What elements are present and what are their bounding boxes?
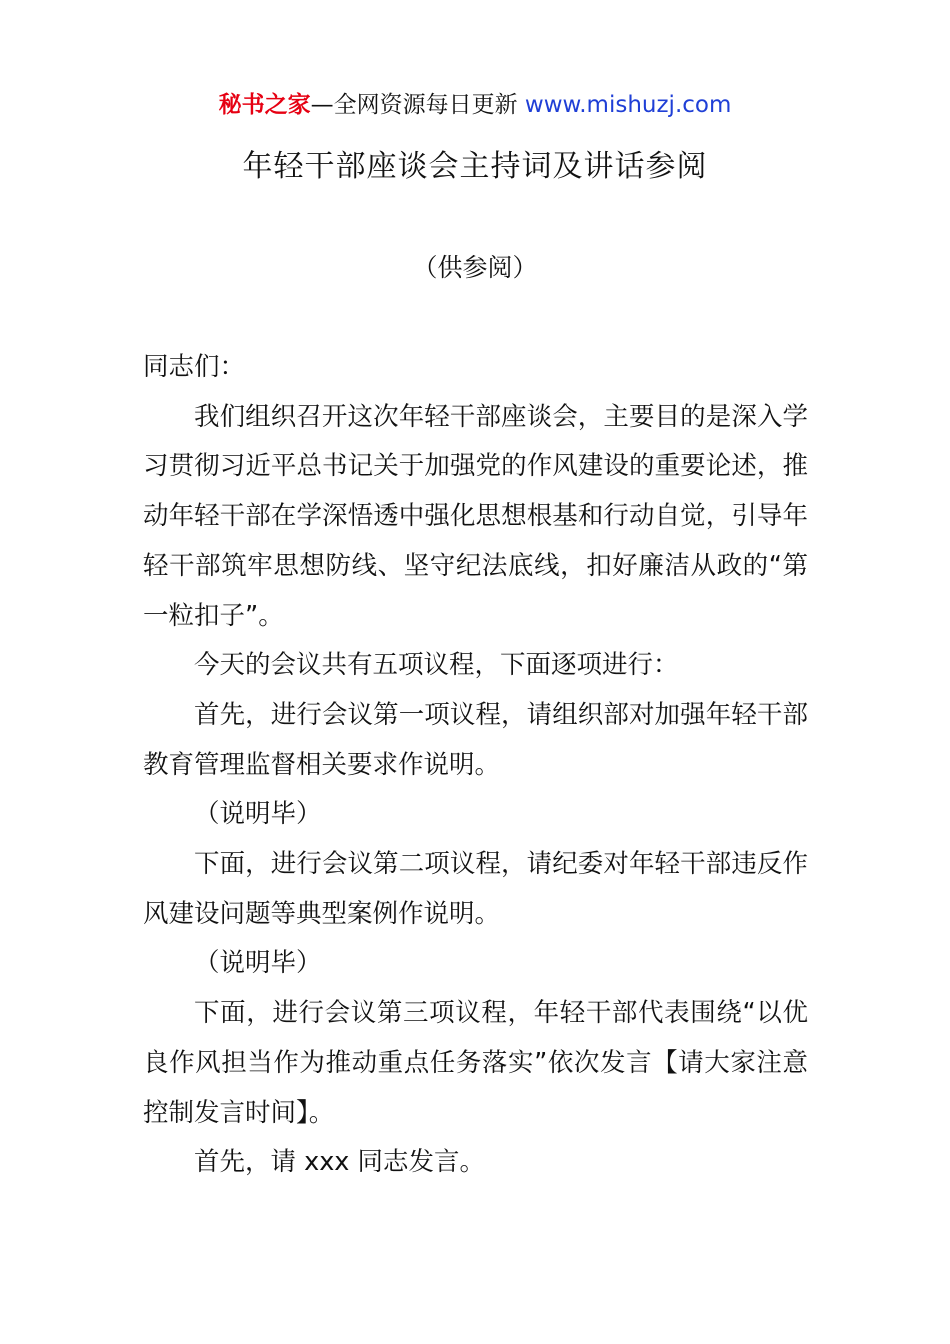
site-url-link[interactable]: www.mishuzj.com [524, 92, 732, 118]
brand-name: 秘书之家 [218, 92, 311, 118]
paragraph-note-1: （说明毕） [194, 799, 322, 830]
paragraph-purpose: 我们组织召开这次年轻干部座谈会，主要目的是深入学习贯彻习近平总书记关于加强党的作风建设的重要论述，推动年轻干部在学深悟透中强化思想根基和行动自觉，引导年轻干部筑牢思想防线、坚守纪法底线，扣好廉洁从政的“第一粒扣子”。 [143, 401, 808, 631]
paragraph-agenda-item-2: 下面，进行会议第二项议程，请纪委对年轻干部违反作风建设问题等典型案例作说明。 [143, 849, 808, 929]
paragraph-agenda-item-3: 下面，进行会议第三项议程，年轻干部代表围绕“以优良作风担当作为推动重点任务落实”依次发言【请大家注意控制发言时间】。 [143, 998, 808, 1128]
salutation: 同志们： [143, 352, 246, 382]
document-subtitle: （供参阅） [412, 253, 538, 282]
header-tagline: —全网资源每日更新 [310, 92, 525, 118]
paragraph-agenda-item-1: 首先，进行会议第一项议程，请组织部对加强年轻干部教育管理监督相关要求作说明。 [143, 699, 808, 780]
paragraph-note-2: （说明毕） [194, 948, 322, 979]
document-body [143, 343, 808, 1188]
paragraph-first-speaker: 首先，请 xxx 同志发言。 [194, 1147, 485, 1178]
site-header [0, 88, 950, 122]
paragraph-agenda-intro: 今天的会议共有五项议程，下面逐项进行： [194, 650, 679, 681]
document-title: 年轻干部座谈会主持词及讲话参阅 [242, 149, 708, 184]
